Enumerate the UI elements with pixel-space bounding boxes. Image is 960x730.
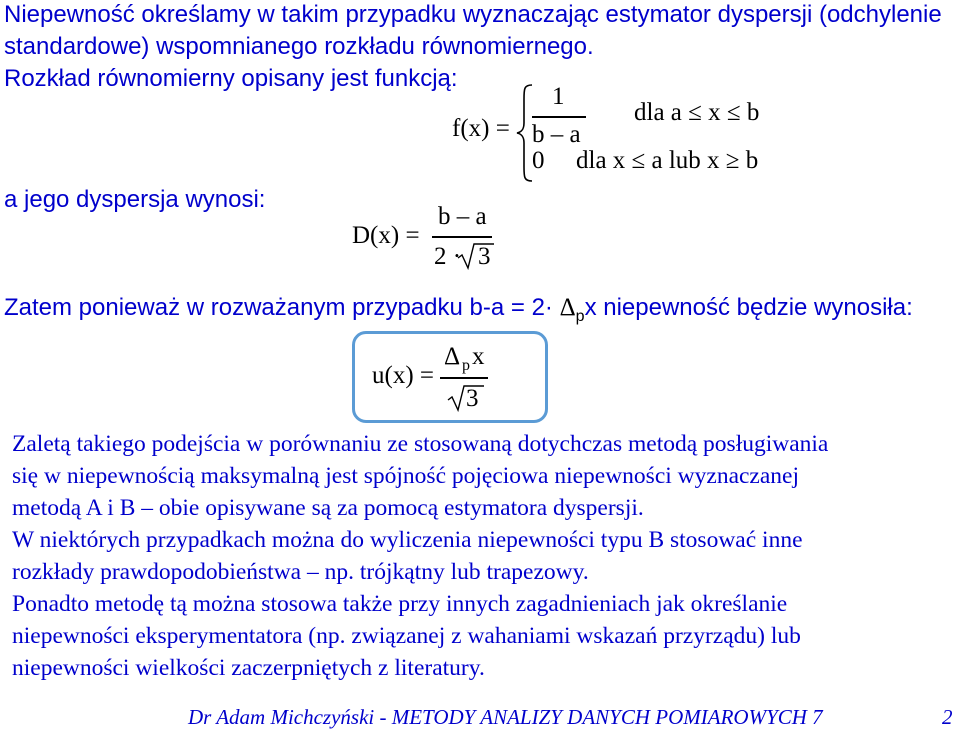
uncertainty-lhs: u(x) = [372, 362, 434, 389]
density-denominator: b – a [532, 121, 581, 148]
footer-title: Dr Adam Michczyński - METODY ANALIZY DANYCH POMIAROWYCH 7 [188, 705, 823, 729]
intro-line-5-start: Zatem ponieważ w rozważanym przypadku b-a = 2· [4, 294, 553, 321]
intro-line-5 [4, 292, 913, 333]
uncertainty-numerator-x: x [472, 343, 485, 370]
delta-symbol: Δ [559, 294, 576, 321]
uncertainty-numerator-sub: p [462, 357, 470, 374]
intro-line-1: Niepewność określamy w takim przypadku wyznaczając estymator dyspersji (odchylenie [4, 1, 942, 28]
density-numerator: 1 [552, 83, 565, 110]
dispersion-lhs: D(x) = [352, 222, 420, 249]
density-zero: 0 [532, 147, 545, 174]
uncertainty-fraction-bar [440, 377, 488, 379]
uncertainty-denominator-root: 3 [466, 385, 479, 412]
paragraph-line: niepewności wielkości zaczerpniętych z literatury. [12, 655, 485, 681]
paragraph-line: rozkłady prawdopodobieństwa – np. trójkątny lub trapezowy. [12, 559, 589, 585]
intro-line-3: Rozkład równomierny opisany jest funkcją: [4, 65, 458, 92]
paragraph-line: się w niepewnością maksymalną jest spójność pojęciowa niepewności wyznaczanej [12, 463, 799, 489]
dispersion-numerator: b – a [438, 203, 487, 230]
density-condition-2: dla x ≤ a lub x ≥ b [576, 147, 759, 174]
dispersion-fraction-bar [432, 236, 492, 238]
body-paragraph [12, 428, 957, 684]
dispersion-denominator-root: 3 [478, 243, 491, 270]
paragraph-line: Ponadto metodę tą można stosowa także przy innych zagadnieniach jak określanie [12, 591, 788, 617]
density-condition-1: dla a ≤ x ≤ b [634, 99, 760, 126]
paragraph-line: niepewności eksperymentatora (np. związanej z wahaniami wskazań przyrządu) lub [12, 623, 801, 649]
intro-line-4: a jego dyspersja wynosi: [4, 186, 266, 213]
dispersion-denominator-coef: 2 · [434, 243, 462, 270]
density-fraction-bar [532, 116, 586, 118]
density-lhs: f(x) = [452, 115, 510, 142]
intro-line-2: standardowe) wspomnianego rozkładu równomiernego. [4, 33, 594, 60]
page-number: 2 [942, 705, 953, 729]
paragraph-line: Zaletą takiego podejścia w porównaniu ze stosowaną dotychczas metodą posługiwania [12, 431, 829, 457]
delta-subscript: p [575, 307, 585, 325]
paragraph-line: metodą A i B – obie opisywane są za pomocą estymatora dyspersji. [12, 495, 644, 521]
uncertainty-numerator-delta: Δ [444, 343, 461, 370]
paragraph-line: W niektórych przypadkach można do wyliczenia niepewności typu B stosować inne [12, 527, 803, 553]
intro-line-5-end: x niepewność będzie wynosiła: [584, 294, 913, 321]
